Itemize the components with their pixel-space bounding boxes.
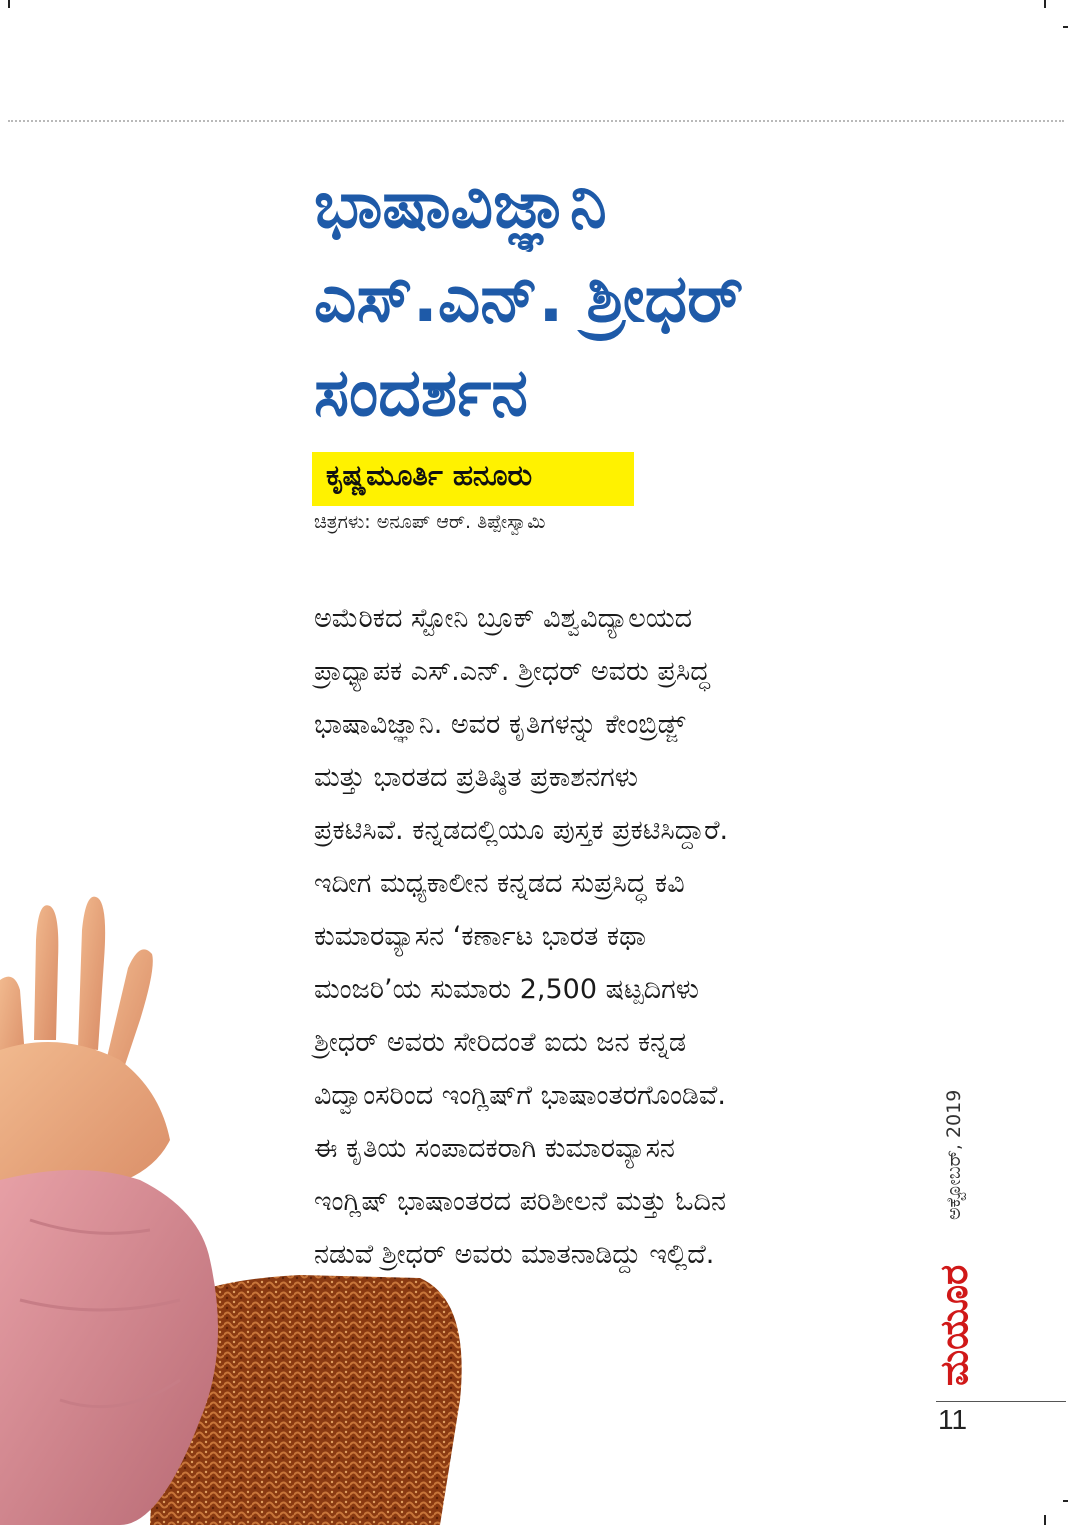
crop-mark — [8, 0, 10, 8]
body-line: ಅಮೆರಿಕದ ಸ್ಟೋನಿ ಬ್ರೂಕ್ ವಿಶ್ವವಿದ್ಯಾಲಯದ — [314, 603, 693, 634]
crop-mark — [1044, 1515, 1046, 1525]
page-number: 11 — [938, 1404, 968, 1435]
headline-line: ಭಾಷಾವಿಜ್ಞಾನಿ — [314, 166, 607, 243]
hand-finger — [78, 897, 105, 1050]
crop-mark — [1063, 26, 1068, 28]
body-line: ಪ್ರಾಧ್ಯಾಪಕ ಎಸ್.ಎನ್. ಶ್ರೀಧರ್ ಅವರು ಪ್ರಸಿದ್ಧ — [314, 656, 710, 687]
body-line: ಇಂಗ್ಲಿಷ್ ಭಾಷಾಂತರದ ಪರಿಶೀಲನೆ ಮತ್ತು ಓದಿನ — [314, 1186, 726, 1217]
body-line: ಕುಮಾರವ್ಯಾಸನ ‘ಕರ್ಣಾಟ ಭಾರತ ಕಥಾ — [314, 921, 647, 952]
body-line: ಶ್ರೀಧರ್ ಅವರು ಸೇರಿದಂತೆ ಐದು ಜನ ಕನ್ನಡ — [314, 1027, 687, 1058]
magazine-masthead — [928, 1250, 978, 1390]
interview-photo — [0, 880, 480, 1525]
headline-line: ಸಂದರ್ಶನ — [314, 354, 528, 431]
header-dotted-rule — [8, 120, 1064, 122]
issue-date-text: ಅಕ್ಟೋಬರ್, 2019 — [943, 1089, 965, 1220]
body-line: ಇದೀಗ ಮಧ್ಯಕಾಲೀನ ಕನ್ನಡದ ಸುಪ್ರಸಿದ್ಧ ಕವಿ — [314, 868, 685, 899]
photo-credit: ಚಿತ್ರಗಳು: ಅನೂಪ್ ಆರ್. ತಿಪ್ಪೇಸ್ವಾಮಿ — [314, 511, 546, 533]
body-line: ಭಾಷಾವಿಜ್ಞಾನಿ. ಅವರ ಕೃತಿಗಳನ್ನು ಕೇಂಬ್ರಿಡ್ಜ್ — [314, 709, 686, 740]
author-byline: ಕೃಷ್ಣಮೂರ್ತಿ ಹನೂರು — [312, 452, 634, 506]
body-line: ಮಂಜರಿ’ಯ ಸುಮಾರು 2,500 ಷಟ್ಪದಿಗಳು — [314, 974, 699, 1005]
body-line: ಪ್ರಕಟಿಸಿವೆ. ಕನ್ನಡದಲ್ಲಿಯೂ ಪುಸ್ತಕ ಪ್ರಕಟಿಸಿದ್ದಾರೆ. — [314, 815, 729, 846]
issue-date — [943, 1070, 973, 1220]
hand-finger — [34, 905, 58, 1040]
body-line: ನಡುವೆ ಶ್ರೀಧರ್ ಅವರು ಮಾತನಾಡಿದ್ದು ಇಲ್ಲಿದೆ. — [314, 1239, 715, 1270]
crop-mark — [1063, 1500, 1068, 1502]
page-number-rule — [936, 1401, 1066, 1402]
masthead-text: ಮಯೂರ — [932, 1264, 976, 1386]
headline-line: ಎಸ್.ಎನ್. ಶ್ರೀಧರ್ — [314, 260, 744, 337]
body-line: ಈ ಕೃತಿಯ ಸಂಪಾದಕರಾಗಿ ಕುಮಾರವ್ಯಾಸನ — [314, 1133, 675, 1164]
body-line: ಮತ್ತು ಭಾರತದ ಪ್ರತಿಷ್ಠಿತ ಪ್ರಕಾಶನಗಳು — [314, 762, 638, 793]
crop-mark — [1044, 0, 1046, 8]
body-line: ವಿದ್ವಾಂಸರಿಂದ ಇಂಗ್ಲಿಷ್‌ಗೆ ಭಾಷಾಂತರಗೊಂಡಿವೆ. — [314, 1080, 726, 1111]
article-headline — [314, 158, 874, 440]
